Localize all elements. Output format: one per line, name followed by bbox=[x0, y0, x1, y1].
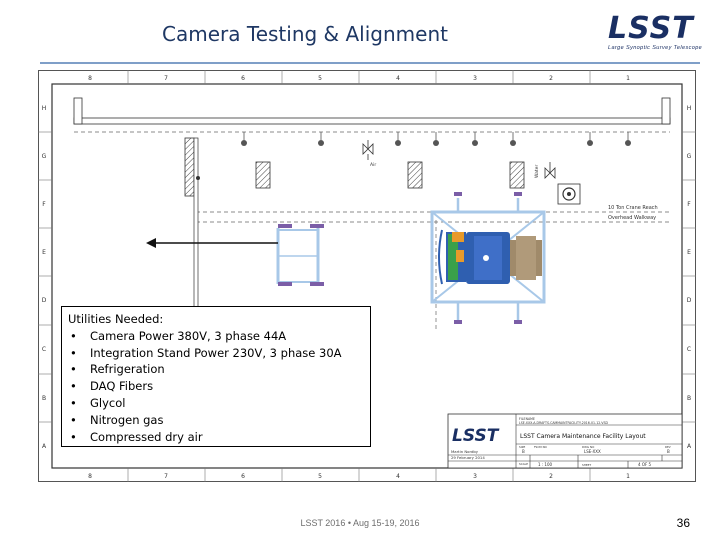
integration-stand bbox=[278, 224, 324, 286]
title-block-dwg-label: DWG NO bbox=[582, 445, 595, 449]
bullet: • bbox=[70, 362, 77, 377]
col-label: 3 bbox=[473, 75, 477, 82]
row-label: B bbox=[686, 395, 692, 402]
row-label: D bbox=[41, 297, 47, 304]
drop-marker bbox=[433, 132, 439, 146]
drop-marker bbox=[510, 132, 516, 146]
utilities-list bbox=[68, 328, 364, 446]
list-item bbox=[68, 395, 364, 412]
title-block-title: LSST Camera Maintenance Facility Layout bbox=[520, 433, 646, 440]
row-label: G bbox=[686, 153, 692, 160]
list-item bbox=[68, 378, 364, 395]
title-block-dwg-no: LSE-XXX bbox=[584, 449, 601, 454]
water-label: Water bbox=[535, 164, 540, 178]
title-block-logo: LSST bbox=[452, 426, 499, 446]
row-label: A bbox=[686, 443, 692, 450]
title-block bbox=[448, 414, 682, 468]
water-valve-icon bbox=[545, 162, 555, 178]
slide-footer: LSST 2016 • Aug 15-19, 2016 bbox=[300, 518, 420, 528]
air-label: Air bbox=[370, 163, 377, 168]
logo-tagline: Large Synoptic Survey Telescope bbox=[608, 45, 703, 51]
utility-text: Integration Stand Power 230V, 3 phase 30A bbox=[90, 345, 342, 360]
drop-marker bbox=[587, 132, 593, 146]
utility-text: DAQ Fibers bbox=[90, 379, 154, 394]
utility-drops bbox=[241, 132, 631, 146]
row-labels-left bbox=[42, 105, 47, 450]
col-label: 7 bbox=[164, 75, 168, 82]
row-label: F bbox=[42, 201, 46, 208]
crane-rail bbox=[74, 98, 670, 124]
title-block-sheet: 4 OF 5 bbox=[638, 462, 652, 467]
utility-text: Nitrogen gas bbox=[90, 412, 164, 427]
hatched-column bbox=[408, 162, 422, 188]
col-label: 8 bbox=[88, 75, 92, 82]
row-label: E bbox=[687, 249, 691, 256]
row-label: G bbox=[41, 153, 47, 160]
bullet: • bbox=[70, 412, 77, 427]
logo-word: LSST bbox=[608, 11, 694, 46]
title-block-filename-label: FILENAME bbox=[519, 417, 535, 421]
crane-hook-icon bbox=[558, 184, 580, 204]
page-number: 36 bbox=[676, 516, 690, 530]
row-label: E bbox=[42, 249, 46, 256]
bullet: • bbox=[70, 328, 77, 343]
row-labels-right bbox=[687, 105, 692, 450]
drop-marker bbox=[625, 132, 631, 146]
hatched-column bbox=[510, 162, 524, 188]
drop-marker bbox=[318, 132, 324, 146]
drop-marker bbox=[241, 132, 247, 146]
col-label: 3 bbox=[473, 473, 477, 480]
title-block-size-label: SIZE bbox=[519, 445, 526, 449]
col-label: 4 bbox=[396, 75, 400, 82]
crane-reach-lines bbox=[74, 132, 670, 330]
title-block-rev: B bbox=[667, 449, 670, 454]
row-label: H bbox=[686, 105, 692, 112]
title-block-fscm-label: FSCM NO bbox=[534, 445, 547, 449]
bullet: • bbox=[70, 345, 77, 360]
col-label: 2 bbox=[549, 75, 553, 82]
row-label: C bbox=[686, 346, 692, 353]
title-block-scale: 1 : 100 bbox=[538, 462, 553, 467]
col-label: 6 bbox=[241, 75, 245, 82]
walkway-label: Overhead Walkway bbox=[608, 215, 657, 221]
crane-reach-label: 10 Ton Crane Reach bbox=[608, 205, 658, 211]
title-block-sheet-label: SHEET bbox=[582, 463, 592, 467]
col-label: 4 bbox=[396, 473, 400, 480]
row-label: B bbox=[41, 395, 47, 402]
utilities-box bbox=[61, 306, 371, 447]
title-block-scale-label: SCALE bbox=[519, 462, 528, 466]
col-label: 1 bbox=[626, 473, 630, 480]
col-label: 2 bbox=[549, 473, 553, 480]
utility-text: Compressed dry air bbox=[90, 429, 203, 444]
col-label: 5 bbox=[318, 473, 322, 480]
list-item bbox=[68, 345, 364, 362]
row-label: H bbox=[41, 105, 47, 112]
utility-text: Camera Power 380V, 3 phase 44A bbox=[90, 328, 287, 343]
list-item bbox=[68, 412, 364, 429]
row-label: A bbox=[41, 443, 47, 450]
lsst-logo bbox=[608, 11, 708, 52]
bullet: • bbox=[70, 379, 77, 394]
bullet: • bbox=[70, 395, 77, 410]
title-block-filename: LSE-XXX-A-DRAFTS-CAMMAINTFACILITY-2016-01-12.VSD bbox=[519, 421, 608, 425]
list-item bbox=[68, 361, 364, 378]
list-item bbox=[68, 328, 364, 345]
col-label: 5 bbox=[318, 75, 322, 82]
hatched-column bbox=[256, 162, 270, 188]
col-label: 8 bbox=[88, 473, 92, 480]
col-label: 7 bbox=[164, 473, 168, 480]
slide-title: Camera Testing & Alignment bbox=[162, 22, 448, 46]
col-label: 1 bbox=[626, 75, 630, 82]
title-block-drawn-by: Martin Nordby bbox=[451, 449, 479, 454]
row-label: D bbox=[686, 297, 692, 304]
move-arrow-icon bbox=[146, 238, 278, 248]
drop-marker bbox=[472, 132, 478, 146]
camera-body bbox=[439, 230, 542, 284]
list-item bbox=[68, 429, 364, 446]
title-block-rev-label: REV bbox=[665, 445, 671, 449]
utility-text: Refrigeration bbox=[90, 362, 165, 377]
col-label: 6 bbox=[241, 473, 245, 480]
drop-marker bbox=[395, 132, 401, 146]
bullet: • bbox=[70, 429, 77, 444]
title-block-date: 29 February 2014 bbox=[451, 455, 485, 460]
title-rule bbox=[40, 62, 700, 64]
title-block-size: B bbox=[522, 449, 525, 454]
utilities-heading: Utilities Needed: bbox=[68, 312, 164, 326]
utility-text: Glycol bbox=[90, 395, 126, 410]
row-label: C bbox=[41, 346, 47, 353]
air-valve-icon bbox=[363, 140, 373, 160]
row-label: F bbox=[687, 201, 691, 208]
